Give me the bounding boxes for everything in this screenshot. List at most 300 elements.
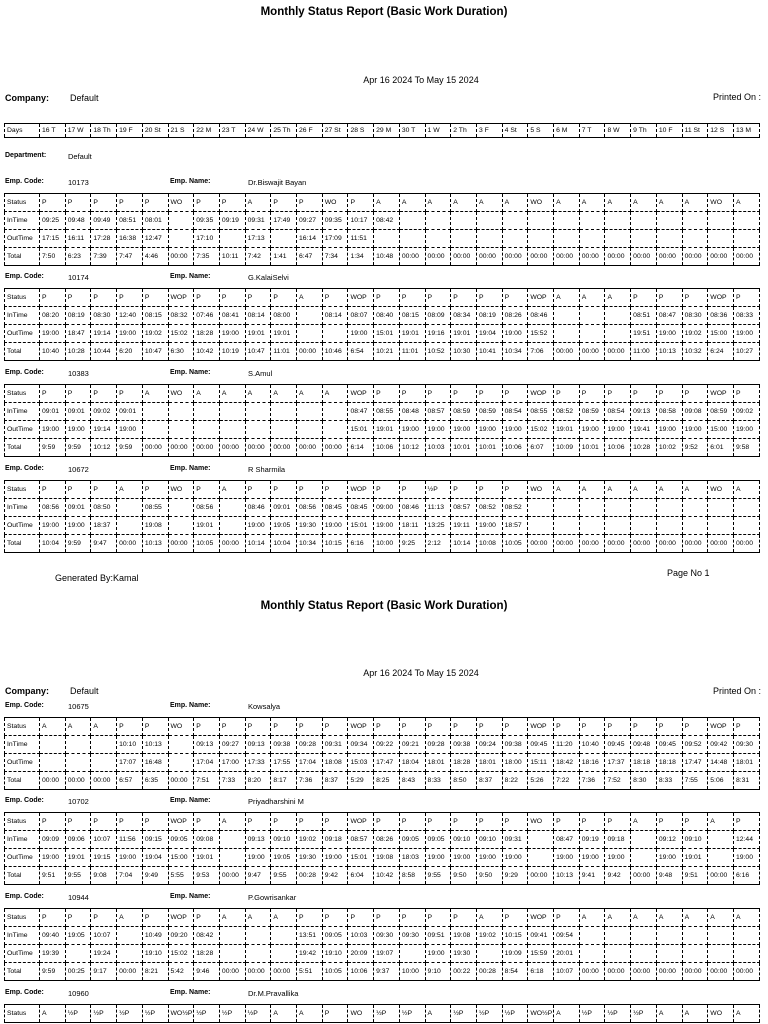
outtime-cell: 19:02 <box>142 325 168 343</box>
total-cell: 9:59 <box>65 439 91 457</box>
attendance-table <box>4 193 760 266</box>
day-header-cell: 26 F <box>297 124 323 138</box>
status-cell: P <box>142 718 168 736</box>
emp-name-value: S.Amul <box>248 369 273 378</box>
status-cell: ½P <box>91 1005 117 1023</box>
outtime-cell: 19:07 <box>374 945 400 963</box>
status-cell: P <box>322 289 348 307</box>
outtime-cell <box>117 517 143 535</box>
intime-cell: 09:41 <box>528 927 554 945</box>
company-label: Company: <box>5 93 50 103</box>
total-cell: 00:00 <box>117 963 143 981</box>
status-cell: WOP <box>708 289 734 307</box>
outtime-cell: 19:01 <box>65 849 91 867</box>
outtime-cell: 15:11 <box>528 754 554 772</box>
outtime-cell <box>605 945 631 963</box>
outtime-cell: 17:00 <box>219 754 245 772</box>
total-cell: 9:53 <box>194 867 220 885</box>
intime-cell <box>117 499 143 517</box>
total-cell: 10:08 <box>476 535 502 553</box>
status-cell: A <box>605 909 631 927</box>
intime-row <box>5 831 760 849</box>
outtime-cell: 19:24 <box>91 945 117 963</box>
total-cell: 8:54 <box>502 963 528 981</box>
total-cell: 7:42 <box>245 248 271 266</box>
status-cell: P <box>348 909 374 927</box>
outtime-cell <box>271 421 297 439</box>
status-cell: A <box>245 194 271 212</box>
outtime-cell <box>476 230 502 248</box>
intime-cell: 09:05 <box>322 927 348 945</box>
outtime-cell: 18:01 <box>733 754 759 772</box>
status-cell: A <box>502 194 528 212</box>
outtime-cell <box>605 230 631 248</box>
outtime-cell: 17:10 <box>194 230 220 248</box>
status-cell: P <box>40 909 66 927</box>
intime-cell: 08:59 <box>476 403 502 421</box>
intime-cell: 10:07 <box>91 831 117 849</box>
total-cell: 10:34 <box>297 535 323 553</box>
intime-cell: 09:42 <box>708 736 734 754</box>
outtime-cell <box>194 421 220 439</box>
outtime-cell: 18:00 <box>502 754 528 772</box>
total-cell: 00:00 <box>425 248 451 266</box>
intime-cell: 09:10 <box>451 831 477 849</box>
total-cell: 10:09 <box>554 439 580 457</box>
outtime-cell: 19:00 <box>322 849 348 867</box>
status-row <box>5 194 760 212</box>
status-cell: P <box>425 909 451 927</box>
day-header-cell: 8 W <box>605 124 631 138</box>
intime-cell: 08:19 <box>65 307 91 325</box>
total-cell: 1:34 <box>348 248 374 266</box>
outtime-cell: 19:41 <box>631 421 657 439</box>
emp-name-value: R Sharmila <box>248 465 286 474</box>
status-cell: P <box>656 289 682 307</box>
intime-cell: 08:52 <box>476 499 502 517</box>
intime-cell: 09:08 <box>682 403 708 421</box>
status-cell: A <box>271 1005 297 1023</box>
status-cell: A <box>631 813 657 831</box>
intime-cell: 08:46 <box>245 499 271 517</box>
status-cell: P <box>476 813 502 831</box>
outtime-row-label: OutTime <box>5 325 40 343</box>
total-cell: 00:00 <box>219 867 245 885</box>
total-cell: 10:05 <box>502 535 528 553</box>
intime-cell: 09:30 <box>399 927 425 945</box>
intime-cell <box>682 499 708 517</box>
intime-cell: 09:05 <box>168 831 194 849</box>
intime-cell: 09:45 <box>656 736 682 754</box>
intime-cell: 09:27 <box>219 736 245 754</box>
intime-cell: 08:19 <box>476 307 502 325</box>
days-header-table <box>4 123 760 138</box>
intime-cell: 09:45 <box>605 736 631 754</box>
report-title: Monthly Status Report (Basic Work Duration) <box>260 4 508 18</box>
outtime-cell: 16:48 <box>142 754 168 772</box>
total-cell: 00:00 <box>168 439 194 457</box>
status-cell: P <box>322 718 348 736</box>
outtime-cell <box>117 945 143 963</box>
outtime-cell: 18:01 <box>476 754 502 772</box>
status-cell: WOP <box>348 481 374 499</box>
total-cell: 11:01 <box>271 343 297 361</box>
intime-cell <box>245 927 271 945</box>
total-cell: 8:33 <box>425 772 451 790</box>
total-cell: 10:01 <box>451 439 477 457</box>
status-cell: A <box>219 481 245 499</box>
intime-cell: 08:56 <box>40 499 66 517</box>
intime-cell <box>142 403 168 421</box>
status-cell: P <box>399 481 425 499</box>
outtime-cell <box>65 945 91 963</box>
intime-cell: 08:20 <box>40 307 66 325</box>
total-cell: 7:52 <box>605 772 631 790</box>
outtime-cell <box>219 945 245 963</box>
outtime-cell: 19:00 <box>476 421 502 439</box>
intime-cell <box>168 403 194 421</box>
total-cell: 00:00 <box>194 439 220 457</box>
total-cell: 8:37 <box>476 772 502 790</box>
outtime-cell: 16:14 <box>297 230 323 248</box>
outtime-cell: 16:11 <box>65 230 91 248</box>
intime-cell: 08:45 <box>348 499 374 517</box>
status-cell: ½P <box>425 481 451 499</box>
outtime-cell: 19:00 <box>425 849 451 867</box>
intime-cell: 09:48 <box>65 212 91 230</box>
intime-cell: 08:15 <box>142 307 168 325</box>
total-cell: 00:00 <box>245 439 271 457</box>
status-cell: P <box>271 718 297 736</box>
outtime-cell: 19:00 <box>733 849 759 867</box>
intime-cell: 08:46 <box>528 307 554 325</box>
intime-cell: 11:20 <box>554 736 580 754</box>
status-cell: ½P <box>194 1005 220 1023</box>
outtime-cell <box>682 230 708 248</box>
intime-cell: 11:13 <box>425 499 451 517</box>
status-cell: P <box>374 718 400 736</box>
total-cell: 9:51 <box>682 867 708 885</box>
total-cell: 6:16 <box>348 535 374 553</box>
status-cell: A <box>708 813 734 831</box>
status-cell: P <box>271 481 297 499</box>
emp-code-label: Emp. Code: <box>5 702 44 709</box>
total-cell: 00:25 <box>65 963 91 981</box>
total-cell: 7:36 <box>579 772 605 790</box>
status-cell: A <box>91 718 117 736</box>
intime-cell: 08:01 <box>142 212 168 230</box>
status-cell: A <box>554 481 580 499</box>
total-cell: 10:32 <box>682 343 708 361</box>
outtime-cell: 15:02 <box>528 421 554 439</box>
outtime-cell: 19:00 <box>40 325 66 343</box>
outtime-cell: 19:01 <box>271 325 297 343</box>
total-cell: 7:35 <box>194 248 220 266</box>
total-cell: 8:25 <box>374 772 400 790</box>
status-cell: A <box>374 194 400 212</box>
intime-cell <box>656 212 682 230</box>
outtime-row-label: OutTime <box>5 517 40 535</box>
day-header-cell: 3 F <box>476 124 502 138</box>
total-cell: 00:00 <box>579 963 605 981</box>
intime-cell: 09:38 <box>271 736 297 754</box>
status-cell: A <box>142 385 168 403</box>
status-cell: WO <box>708 481 734 499</box>
status-cell: P <box>91 289 117 307</box>
total-cell: 9:52 <box>682 439 708 457</box>
outtime-cell: 19:00 <box>579 849 605 867</box>
status-cell: WOP <box>168 289 194 307</box>
status-cell: A <box>425 194 451 212</box>
outtime-cell: 19:00 <box>219 325 245 343</box>
outtime-cell: 18:28 <box>194 325 220 343</box>
outtime-cell: 19:01 <box>451 325 477 343</box>
total-cell: 6:24 <box>708 343 734 361</box>
intime-cell: 09:38 <box>451 736 477 754</box>
outtime-cell: 19:00 <box>605 421 631 439</box>
intime-cell <box>40 736 66 754</box>
status-cell: P <box>554 718 580 736</box>
intime-cell <box>631 927 657 945</box>
outtime-cell <box>476 945 502 963</box>
status-cell: P <box>502 813 528 831</box>
outtime-cell: 17:15 <box>40 230 66 248</box>
outtime-cell: 19:00 <box>682 421 708 439</box>
total-cell: 9:41 <box>579 867 605 885</box>
emp-name-value: Priyadharshini M <box>248 797 304 806</box>
day-header-cell: 17 W <box>65 124 91 138</box>
status-cell: P <box>219 718 245 736</box>
intime-cell: 09:13 <box>194 736 220 754</box>
status-cell: A <box>631 481 657 499</box>
attendance-table <box>4 384 760 457</box>
total-row-label: Total <box>5 535 40 553</box>
outtime-cell <box>605 325 631 343</box>
total-cell: 9:59 <box>117 439 143 457</box>
total-cell: 00:00 <box>219 963 245 981</box>
intime-cell <box>554 212 580 230</box>
emp-code-value: 10702 <box>68 797 89 806</box>
intime-cell <box>605 499 631 517</box>
outtime-cell: 19:00 <box>476 849 502 867</box>
day-header-cell: 12 S <box>708 124 734 138</box>
status-cell: WOP <box>708 718 734 736</box>
outtime-cell: 19:30 <box>297 849 323 867</box>
intime-cell <box>631 212 657 230</box>
attendance-table <box>4 288 760 361</box>
outtime-cell: 19:00 <box>65 517 91 535</box>
intime-cell: 08:57 <box>348 831 374 849</box>
intime-cell: 09:52 <box>682 736 708 754</box>
total-row-label: Total <box>5 439 40 457</box>
total-cell: 00:00 <box>631 248 657 266</box>
total-cell: 00:00 <box>656 535 682 553</box>
status-cell: P <box>605 813 631 831</box>
outtime-cell: 19:00 <box>656 849 682 867</box>
outtime-cell: 17:33 <box>245 754 271 772</box>
status-cell: P <box>399 385 425 403</box>
status-cell: P <box>631 718 657 736</box>
total-cell: 7:47 <box>117 248 143 266</box>
emp-name-label: Emp. Name: <box>170 702 211 709</box>
outtime-cell: 19:30 <box>451 945 477 963</box>
total-cell: 00:00 <box>605 343 631 361</box>
status-cell: P <box>656 813 682 831</box>
intime-cell <box>733 499 759 517</box>
outtime-cell: 19:01 <box>194 849 220 867</box>
day-header-cell: 22 M <box>194 124 220 138</box>
intime-cell: 09:22 <box>374 736 400 754</box>
total-cell: 00:00 <box>271 963 297 981</box>
total-cell: 4:46 <box>142 248 168 266</box>
intime-cell <box>631 499 657 517</box>
total-cell: 00:00 <box>708 963 734 981</box>
intime-cell: 10:40 <box>579 736 605 754</box>
intime-cell: 09:01 <box>271 499 297 517</box>
status-cell: P <box>91 194 117 212</box>
total-cell: 00:00 <box>733 535 759 553</box>
intime-cell: 08:07 <box>348 307 374 325</box>
total-cell: 00:00 <box>631 535 657 553</box>
emp-code-label: Emp. Code: <box>5 273 44 280</box>
status-cell: P <box>682 718 708 736</box>
intime-cell <box>682 927 708 945</box>
intime-cell <box>605 212 631 230</box>
outtime-cell: 19:00 <box>502 325 528 343</box>
total-cell: 9:25 <box>399 535 425 553</box>
intime-cell <box>656 927 682 945</box>
outtime-cell: 19:00 <box>117 325 143 343</box>
status-cell: A <box>271 385 297 403</box>
outtime-cell: 15:52 <box>528 325 554 343</box>
total-cell: 9:46 <box>194 963 220 981</box>
outtime-cell: 19:00 <box>40 849 66 867</box>
total-cell: 7:50 <box>40 248 66 266</box>
status-cell: ½P <box>219 1005 245 1023</box>
emp-code-value: 10672 <box>68 465 89 474</box>
intime-cell: 08:56 <box>297 499 323 517</box>
outtime-cell: 18:08 <box>322 754 348 772</box>
status-cell: P <box>451 718 477 736</box>
intime-cell: 09:05 <box>399 831 425 849</box>
status-cell: A <box>605 289 631 307</box>
emp-name-label: Emp. Name: <box>170 465 211 472</box>
day-header-cell: 9 Th <box>631 124 657 138</box>
status-cell: P <box>271 813 297 831</box>
status-cell: P <box>451 909 477 927</box>
outtime-cell: 19:00 <box>425 421 451 439</box>
status-cell: A <box>322 385 348 403</box>
total-cell: 00:28 <box>297 867 323 885</box>
outtime-cell: 19:00 <box>554 849 580 867</box>
status-cell: P <box>142 194 168 212</box>
outtime-cell: 19:01 <box>399 325 425 343</box>
total-cell: 7:34 <box>322 248 348 266</box>
intime-cell: 09:40 <box>40 927 66 945</box>
total-cell: 7:51 <box>194 772 220 790</box>
total-cell: 9:47 <box>245 867 271 885</box>
department-label: Department: <box>5 152 47 159</box>
status-row <box>5 909 760 927</box>
outtime-cell: 16:38 <box>117 230 143 248</box>
outtime-cell: 18:42 <box>554 754 580 772</box>
outtime-cell <box>682 517 708 535</box>
emp-code-value: 10675 <box>68 702 89 711</box>
status-cell: P <box>502 289 528 307</box>
status-cell: P <box>502 385 528 403</box>
employee-block <box>0 989 768 1024</box>
total-cell: 9:55 <box>425 867 451 885</box>
total-cell: 10:12 <box>399 439 425 457</box>
outtime-cell: 19:10 <box>322 945 348 963</box>
outtime-cell: 19:00 <box>117 421 143 439</box>
status-row-label: Status <box>5 1005 40 1023</box>
outtime-cell: 18:37 <box>91 517 117 535</box>
outtime-cell: 19:10 <box>142 945 168 963</box>
emp-name-value: Dr.Biswajit Bayan <box>248 178 307 187</box>
outtime-row-label: OutTime <box>5 230 40 248</box>
total-cell: 5:26 <box>528 772 554 790</box>
status-cell: P <box>65 194 91 212</box>
status-cell: P <box>733 289 759 307</box>
outtime-row <box>5 421 760 439</box>
intime-cell: 19:08 <box>451 927 477 945</box>
day-header-cell: 20 St <box>142 124 168 138</box>
outtime-cell: 14:48 <box>708 754 734 772</box>
status-cell: A <box>297 289 323 307</box>
outtime-cell <box>297 325 323 343</box>
intime-cell <box>708 212 734 230</box>
total-cell: 00:00 <box>605 535 631 553</box>
intime-cell: 11:56 <box>117 831 143 849</box>
total-cell: 9:49 <box>142 867 168 885</box>
outtime-cell <box>554 517 580 535</box>
total-cell: 8:31 <box>733 772 759 790</box>
printed-on: Printed On : <box>713 92 762 102</box>
total-cell: 9:42 <box>322 867 348 885</box>
outtime-cell: 15:03 <box>348 754 374 772</box>
status-cell: WO <box>348 1005 374 1023</box>
intime-cell: 09:19 <box>579 831 605 849</box>
status-cell: A <box>656 909 682 927</box>
intime-cell: 09:31 <box>322 736 348 754</box>
total-cell: 00:00 <box>168 772 194 790</box>
outtime-cell: 19:01 <box>374 421 400 439</box>
outtime-cell: 19:00 <box>245 849 271 867</box>
outtime-cell: 19:00 <box>502 421 528 439</box>
status-row <box>5 718 760 736</box>
status-cell: P <box>91 909 117 927</box>
status-cell: P <box>579 385 605 403</box>
outtime-cell <box>451 230 477 248</box>
intime-cell <box>579 307 605 325</box>
intime-cell: 09:05 <box>425 831 451 849</box>
total-cell: 10:41 <box>476 343 502 361</box>
status-cell: WO½P <box>168 1005 194 1023</box>
outtime-cell <box>708 230 734 248</box>
status-cell: P <box>682 289 708 307</box>
intime-cell: 08:52 <box>554 403 580 421</box>
outtime-cell <box>656 945 682 963</box>
intime-cell <box>579 927 605 945</box>
intime-cell <box>528 499 554 517</box>
status-cell: P <box>425 813 451 831</box>
outtime-cell: 19:00 <box>605 849 631 867</box>
day-header-cell: 19 F <box>117 124 143 138</box>
intime-cell: 08:30 <box>91 307 117 325</box>
total-cell: 00:00 <box>297 439 323 457</box>
intime-cell: 09:15 <box>142 831 168 849</box>
